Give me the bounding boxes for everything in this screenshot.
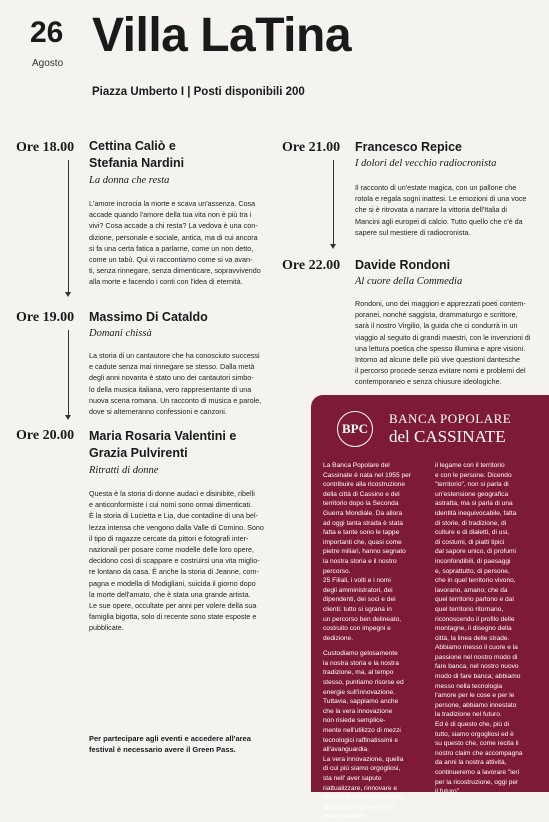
event-description: La storia di un cantautore che ha conosciuto successi e cadute senza mai rinnegare se stesso. Dalla metà degli anni novanta è stato uno dei cantautori simbo- lo della musica italiana, vero rappresentante di una nuova scena romana. Un racconto di musica e parole, dove si alterneranno confessioni e canzoni.	[89, 351, 262, 417]
event-month: Agosto	[32, 58, 64, 69]
event-speaker: Cettina Caliò e	[89, 139, 176, 153]
event-subtitle: Ritratti di donne	[89, 465, 159, 476]
bank-panel	[311, 395, 549, 821]
event-speaker: Francesco Repice	[355, 140, 462, 154]
green-pass-note: Per partecipare agli eventi e accedere all'area festival è necessario avere il Green Pass.	[89, 734, 251, 754]
event-time: Ore 19.00	[16, 310, 75, 325]
timeline-arrow-icon	[330, 244, 336, 249]
timeline-arrow-icon	[65, 292, 71, 297]
event-speaker: Maria Rosaria Valentini e	[89, 429, 237, 443]
venue-info: Piazza Umberto I | Posti disponibili 200	[92, 86, 305, 98]
event-speaker: Davide Rondoni	[355, 258, 451, 272]
bank-text-column-2: il legame con il territorio e con le persone. Dicendo "territorio", non si parla di un'estensione geografica astratta, ma si parla di una identità inequivocabile, fatta di storie, di tradizione, di culture e di dialetti, di usi, di costumi, di piatti tipici dal sapore unico, di profumi inconfondibili, di paesaggi e, soprattutto, di persone, che in quel territorio vivono, lavorano, amano; che da quel territorio partono e dal quel territorio ritornano, riconoscendo il profilo delle montagne, il disegno della città, la linea delle strade. Abbiamo messo il cuore e la passione nel nostro modo di fare banca, nel nostro nuovo modo di fare banca; abbiamo messo nella tecnologia l'amore per le cose e per le persone, abbiamo innestato la tradizione nel futuro. Ed è di questo che, più di tutto, siamo orgogliosi ed è su questo che, come recita il nostro claim che accompagna da anni la nostra attività, continueremo a lavorare "ieri per la ricostruzione, oggi per il futuro"	[435, 462, 523, 796]
event-time: Ore 18.00	[16, 140, 75, 155]
event-speaker: Stefania Nardini	[89, 156, 185, 170]
timeline-arrow-icon	[65, 415, 71, 420]
bank-name-line-2: del CASSINATE	[389, 427, 506, 446]
event-description: Questa è la storia di donne audaci e disinibite, ribelli e anticonformiste i cui nomi sono ormai dimenticati. È la storia di Lucietta e Lia, due contadine di una bel- lezza intensa che vengono dalla Valle di Comino. Sono il tipo di ragazze cercate da pittori e fotografi inter- nazionali per posare come modelle delle loro opere, decidono così di scappare e costruirsi una vita miglio- re lontano da casa. È anche la storia di Jeanne, com- pagna e modella di Modigliani, suicida il giorno dopo la morte dell'amato, che è stata una grande artista. Le sue opere, occultate per anni per volere della sua famiglia bigotta, solo di recente sono state esposte e pubblicate.	[89, 489, 264, 633]
bank-logo: BPC	[337, 411, 373, 447]
event-time: Ore 20.00	[16, 428, 75, 443]
event-time: Ore 22.00	[282, 258, 341, 273]
page-title: Villa LaTina	[92, 9, 352, 62]
event-speaker: Grazia Pulvirenti	[89, 446, 188, 460]
timeline-line-left-1	[68, 160, 69, 292]
bank-text-column-1: La Banca Popolare del Cassinate è nata nel 1955 per contribuire alla ricostruzione della città di Cassino e del territorio dopo la Seconda Guerra Mondiale. Da allora ad oggi tanta strada è stata fatta e tante sono le tappe importanti che, quasi come pietre miliari, hanno segnato la nostra storia e il nostro percorso. 25 Filiali, i volti e i nomi degli amministratori, dei dipendenti, dei soci e dei clienti: tutto si sgrana in un percorso ben delineato, costruito con impegni e dedizione. Custodiamo gelosamente la nostra storia e la nostra tradizione, ma, al tempo stesso, puntiamo risorse ed energie sull'innovazione. Tuttavia, sappiamo anche che la vera innovazione non risiede semplice- mente nell'utilizzo di mezzi tecnologici raffinatissimi e all'avanguardia. La vera innovazione, quella di cui più siamo orgogliosi, sta nell' aver saputo riattualizzare, rinnovare e far vivere in maniera nuova quella che è la vera cifra dello stile BPC:	[323, 462, 411, 821]
event-description: Il racconto di un'estate magica, con un pallone che rotola e regala sogni inattesi. Le emozioni di una voce che si è ritrovata a narrare la vittoria dell'Italia di Mancini agli europei di calcio. Tutto quello che c'è da sapere sul mestiere di radiocronista.	[355, 183, 527, 237]
event-subtitle: Domani chissà	[89, 328, 152, 339]
event-time: Ore 21.00	[282, 140, 341, 155]
event-description: Rondoni, uno dei maggiori e apprezzati poeti contem- poranei, nonché saggista, drammaturgo e scrittore, sarà il nostro Virgilio, la guida che ci condurrà in un viaggio al seguito di grandi maestri, con le invenzioni di una lettura poetica che spesso illumina e apre visioni. Intorno ad alcune delle più vive questioni dantesche il percorso procede senza evitare nomi e problemi del contemporaneo e senza chiusure ideologiche.	[355, 299, 531, 387]
event-subtitle: La donna che resta	[89, 175, 170, 186]
event-day: 26	[30, 16, 64, 49]
timeline-line-left-2	[68, 330, 69, 415]
event-speaker: Massimo Di Cataldo	[89, 310, 208, 324]
timeline-line-right	[333, 160, 334, 244]
event-subtitle: I dolori del vecchio radiocronista	[355, 158, 497, 169]
event-subtitle: Al cuore della Commedia	[355, 276, 463, 287]
bank-name-line-1: BANCA POPOLARE	[389, 411, 512, 426]
event-description: L'amore incrocia la morte e scava un'assenza. Cosa accade quando l'amore della tua vita non è più tra i vivi? Cosa accade a chi resta? La vedova è una con- dizione, personale e sociale, antica, ma di cui ancora si fa una certa fatica a parlarne, come un non detto, come un tabù. Qui vi raccontiamo come si va avan- ti, senza rinnegare, senza dimenticare, sopravvivendo alla morte e facendo i conti con l'idea di eternità.	[89, 199, 261, 287]
